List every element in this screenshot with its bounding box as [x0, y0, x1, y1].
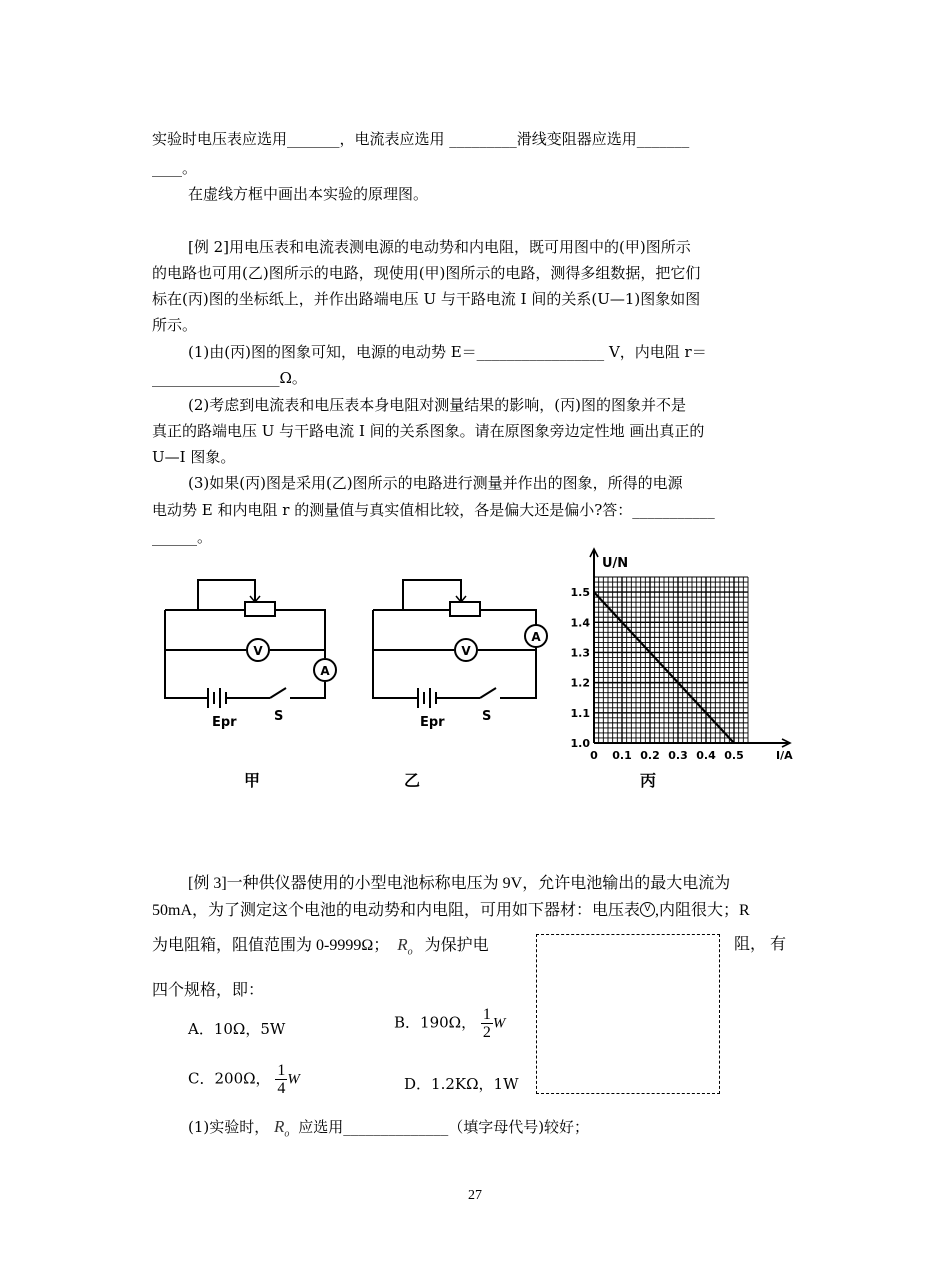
switch-jia-label: S: [274, 709, 284, 724]
example3-line-4: 四个规格，即：: [152, 982, 265, 999]
example3-line-3: [152, 934, 489, 963]
option-b-den: 2: [482, 1024, 491, 1041]
battery-jia-label: Epr: [212, 715, 237, 730]
battery-yi-symbol: [418, 688, 436, 708]
example2-q2-line-2: 真正的路端电压 U 与干路电流 I 间的关系图象。请在原图象旁边定性地 画出真正的: [152, 422, 705, 440]
example3-line-3-c: 阻， 有: [734, 936, 787, 953]
switch-yi-label: S: [482, 709, 492, 724]
x-tick-label: 0.5: [724, 749, 744, 762]
x-tick-label: 0.2: [640, 749, 660, 762]
example2-line-1: [例 2]用电压表和电流表测电源的电动势和内电阻，既可用图中的(甲)图所示: [188, 238, 691, 256]
option-b-fraction: [481, 1006, 493, 1041]
option-b-unit: W: [492, 1015, 506, 1032]
y-tick-label: 1.2: [570, 676, 590, 690]
ui-graph-bing: [560, 545, 800, 775]
option-c-num: 1: [277, 1062, 286, 1079]
option-b-num: 1: [482, 1006, 491, 1023]
rheostat-yi: [450, 602, 480, 616]
text-line-1: 实验时电压表应选用_______，电流表应选用 _________滑线变阻器应选用_______: [152, 130, 690, 148]
example2-line-2: 的电路也可用(乙)图所示的电路，现使用(甲)图所示的电路，测得多组数据，把它们: [152, 264, 701, 282]
ro-symbol-2-sub: o: [284, 1128, 290, 1140]
example3-line-2: [152, 900, 750, 922]
example2-q1-line-2: _________________Ω。: [152, 369, 307, 387]
y-tick-label: 1.5: [570, 586, 590, 600]
example2-line-3: 标在(丙)图的坐标纸上，并作出路端电压 U 与干路电流 I 间的关系(U—1)图象如图: [152, 290, 701, 308]
circuit-yi: [358, 570, 558, 740]
y-tick-label: 1.3: [570, 646, 590, 660]
example2-line-4: 所示。: [152, 316, 198, 334]
option-c-fraction: [275, 1062, 287, 1097]
y-axis-label: U/N: [602, 556, 629, 571]
ro-symbol: [397, 935, 413, 958]
option-c-text: C．200Ω，: [188, 1069, 271, 1088]
circuit-jia: [150, 570, 350, 740]
battery-jia-symbol: [208, 688, 226, 708]
option-b-text: B．190Ω，: [394, 1013, 477, 1032]
battery-yi-label: Epr: [420, 715, 445, 730]
page-number: 27: [468, 1188, 482, 1203]
figure-label-yi: 乙: [404, 771, 421, 790]
figure-label-jia: 甲: [244, 771, 261, 790]
example3-q1-b: 应选用______________（填字母代号)较好；: [298, 1118, 590, 1136]
voltmeter-symbol-icon: V: [640, 902, 655, 917]
example3-q1: [188, 1116, 589, 1145]
ro-symbol-r: R: [397, 935, 408, 954]
ro-symbol-2: [274, 1117, 290, 1140]
example3-line-2-b: ,内阻很大；R: [655, 902, 750, 919]
answer-dashed-box: [536, 934, 720, 1094]
y-tick-label: 1.4: [570, 616, 590, 630]
x-tick-label: 0.4: [696, 749, 716, 762]
example3-q1-a: (1)实验时，: [188, 1118, 270, 1136]
option-c-unit: W: [287, 1071, 300, 1088]
rheostat-jia: [245, 602, 275, 616]
example3-line-2-a: 50mA，为了测定这个电池的电动势和内电阻，可用如下器材：电压表: [152, 902, 641, 919]
option-a: A．10Ω，5W: [188, 1020, 286, 1038]
example2-q2-line-3: U—I 图象。: [152, 448, 236, 466]
figure-label-bing: 丙: [640, 771, 657, 790]
option-c: [188, 1062, 300, 1097]
voltmeter-yi-label: V: [461, 644, 471, 658]
y-tick-label: 1.1: [570, 706, 590, 720]
voltmeter-jia-label: V: [253, 644, 263, 658]
example2-q3-line-3: ______。: [152, 528, 213, 546]
text-line-2: ____。: [152, 159, 198, 177]
text-line-3: 在虚线方框中画出本实验的原理图。: [188, 185, 429, 203]
example2-q3-line-2: 电动势 E 和内电阻 r 的测量值与真实值相比较，各是偏大还是偏小?答：___________: [152, 501, 715, 519]
y-tick-label: 1.0: [570, 737, 590, 750]
example2-q2-line-1: (2)考虑到电流表和电压表本身电阻对测量结果的影响，(丙)图的图象并不是: [188, 396, 686, 414]
example2-q1-line-1: (1)由(丙)图的图象可知，电源的电动势 E＝_________________ V，内电阻 r＝: [188, 343, 707, 361]
ro-symbol-2-r: R: [274, 1117, 285, 1136]
x-tick-label: 0: [590, 749, 598, 762]
option-d: D．1.2KΩ，1W: [404, 1075, 519, 1093]
x-axis-label: I/A: [776, 749, 793, 762]
ro-symbol-sub: o: [407, 946, 413, 958]
ammeter-jia-label: A: [320, 664, 330, 678]
example3-line-3-b: 为保护电: [424, 937, 489, 954]
option-b: [394, 1006, 505, 1041]
example3-line-1: [例 3]一种供仪器使用的小型电池标称电压为 9V，允许电池输出的最大电流为: [188, 875, 731, 892]
example2-q3-line-1: (3)如果(丙)图是采用(乙)图所示的电路进行测量并作出的图象，所得的电源: [188, 474, 683, 492]
example3-line-3-a: 为电阻箱，阻值范围为 0-9999Ω；: [152, 937, 390, 954]
x-tick-label: 0.3: [668, 749, 688, 762]
ammeter-yi-label: A: [531, 630, 541, 644]
option-c-den: 4: [277, 1080, 286, 1097]
x-tick-label: 0.1: [612, 749, 632, 762]
